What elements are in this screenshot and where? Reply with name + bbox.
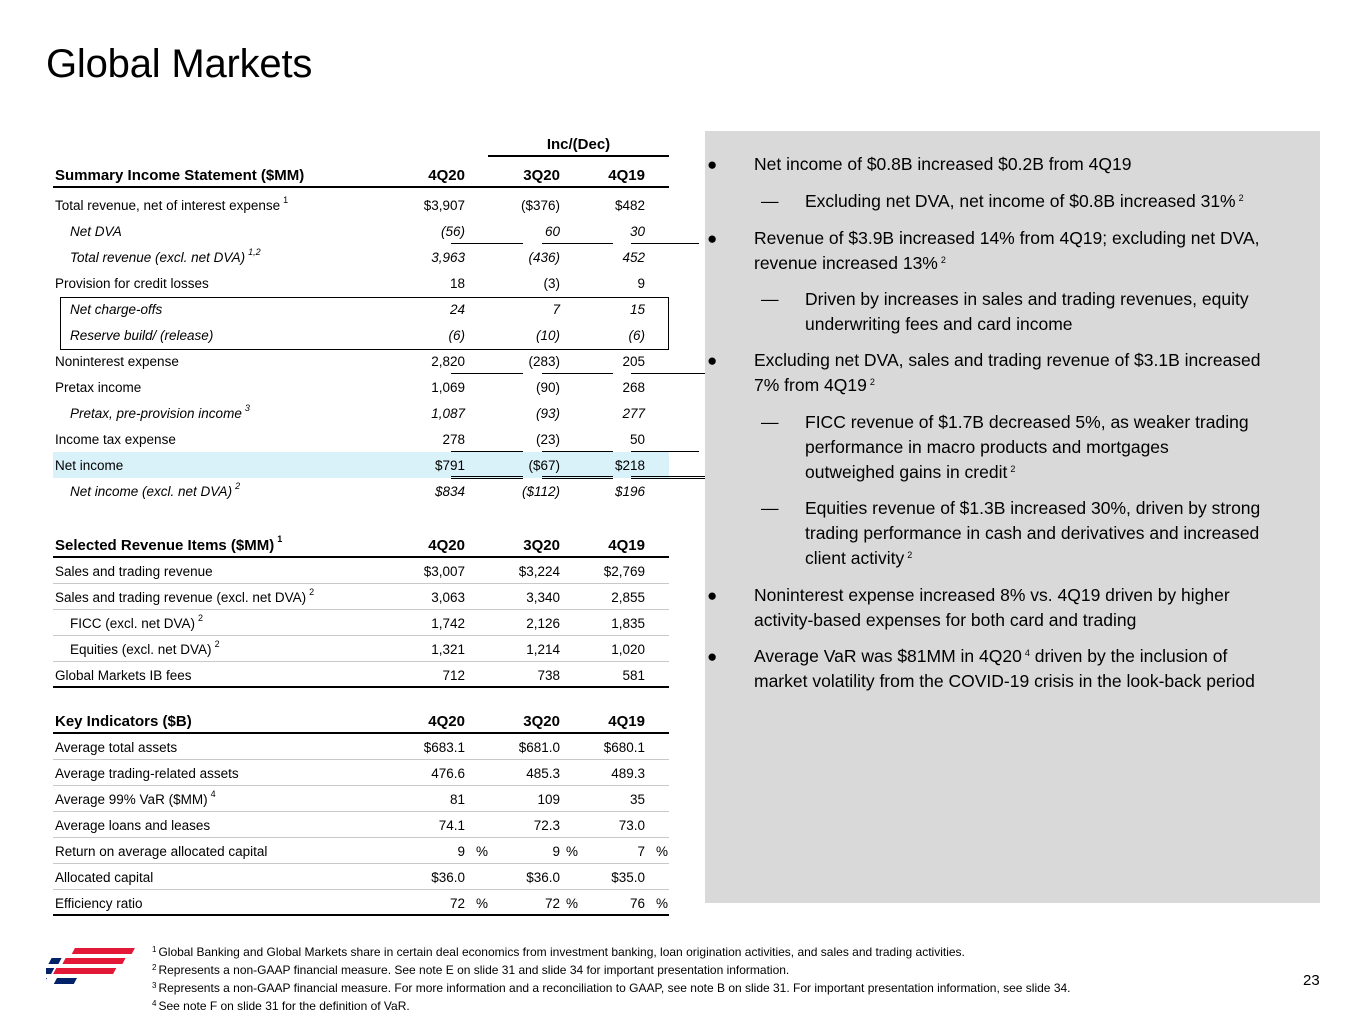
table-row (53, 890, 669, 916)
col-header-4q20: 4Q20 (428, 713, 465, 730)
cell-3q20: 72.3 (533, 818, 560, 833)
percent-unit: % (476, 896, 489, 911)
table-row (53, 610, 669, 636)
row-label: Total revenue (excl. net DVA) (70, 250, 246, 265)
table-row (53, 734, 669, 760)
bullet-item (707, 644, 1255, 694)
table-row-highlight (53, 452, 669, 478)
footnote-4 (152, 997, 1071, 1015)
table-row (53, 244, 669, 270)
cell-4q20: 476.6 (431, 766, 465, 781)
cell-4q20: 1,069 (431, 380, 465, 395)
footnote-ref: 2 (214, 639, 220, 649)
cell-4q19: 1,835 (611, 616, 645, 631)
footnote-1 (152, 943, 1071, 961)
table-row (53, 348, 669, 374)
row-label: Net income (55, 458, 124, 473)
cell-3q20: 3,340 (526, 590, 560, 605)
footnote-3 (152, 979, 1071, 997)
row-label: Average trading-related assets (55, 766, 239, 781)
cell-4q20: $36.0 (431, 870, 465, 885)
cell-4q20: 81 (449, 792, 465, 807)
row-label: Allocated capital (55, 870, 154, 885)
bullet-item (707, 348, 1261, 398)
inc-dec-header: Inc/(Dec) (488, 136, 669, 157)
footnote-ref: 2 (1238, 193, 1244, 203)
col-header-4q19: 4Q19 (608, 537, 645, 554)
footnote-number: 1 (152, 945, 157, 954)
row-label: Provision for credit losses (55, 276, 209, 291)
bullet-text: Equities revenue of $1.3B increased 30%, driven by strong (805, 498, 1261, 518)
revenue-header-label: Selected Revenue Items ($MM) (55, 537, 275, 554)
table-row (53, 786, 669, 812)
bullet-text: underwriting fees and card income (805, 314, 1073, 334)
bullet-text: 7% from 4Q19 (754, 375, 867, 395)
cell-4q19: $2,769 (603, 564, 645, 579)
col-header-4q20: 4Q20 (428, 167, 465, 184)
cell-4q20: $683.1 (423, 740, 465, 755)
percent-unit: % (656, 896, 669, 911)
row-label: Equities (excl. net DVA) (70, 642, 212, 657)
cell-3q20: 738 (537, 668, 560, 683)
cell-3q20: ($67) (528, 458, 560, 473)
cell-3q20: ($376) (520, 198, 560, 213)
bullet-text: revenue increased 13% (754, 253, 938, 273)
row-label: Noninterest expense (55, 354, 179, 369)
table-row (53, 426, 669, 452)
cell-4q19: 73.0 (618, 818, 645, 833)
table-row (53, 812, 669, 838)
row-label: Net income (excl. net DVA) (70, 484, 233, 499)
footnote-text: Global Banking and Global Markets share in certain deal economics from investment banking, loan origination activities, and sales and trading activities. (158, 945, 965, 959)
bullet-marker: ● (707, 229, 718, 248)
cell-4q19: $218 (614, 458, 645, 473)
col-header-3q20: 3Q20 (523, 537, 560, 554)
row-label: FICC (excl. net DVA) (70, 616, 196, 631)
bullet-text: performance in macro products and mortgages (805, 437, 1169, 457)
cell-3q20: (283) (528, 354, 560, 369)
cell-3q20: 109 (537, 792, 560, 807)
row-label: Sales and trading revenue (55, 564, 213, 579)
sub-bullet-item (761, 287, 1249, 337)
bullet-item (707, 583, 1230, 633)
row-label: Income tax expense (55, 432, 176, 447)
footnote-ref: 2 (309, 587, 315, 597)
cell-3q20: (3) (543, 276, 560, 291)
bullet-item (707, 152, 1132, 177)
table-row (53, 270, 669, 296)
footnote-ref: 4 (1024, 648, 1030, 658)
cell-4q19: 30 (629, 224, 645, 239)
cell-4q19: $35.0 (611, 870, 645, 885)
cell-4q19: 2,855 (611, 590, 645, 605)
table-row (53, 864, 669, 890)
table-row (53, 400, 669, 426)
cell-4q20: 74.1 (438, 818, 465, 833)
bullet-marker: ● (707, 647, 718, 666)
cell-4q20: 278 (442, 432, 465, 447)
col-header-4q20: 4Q20 (428, 537, 465, 554)
footnote-ref: 1 (277, 534, 283, 544)
bullet-text: Excluding net DVA, sales and trading revenue of $3.1B increased (754, 350, 1261, 370)
bullet-text: Driven by increases in sales and trading revenues, equity (805, 289, 1249, 309)
revenue-header (53, 531, 669, 558)
row-label: Average loans and leases (55, 818, 211, 833)
cell-4q19: 50 (629, 432, 645, 447)
table-row (53, 558, 669, 584)
cell-4q20: 24 (449, 302, 465, 317)
cell-3q20: (436) (528, 250, 560, 265)
cell-4q19: (6) (628, 328, 645, 343)
revenue-items-table (53, 531, 669, 688)
percent-unit: % (566, 844, 579, 859)
row-label: Efficiency ratio (55, 896, 143, 911)
footnote-ref: 4 (210, 789, 216, 799)
table-row (53, 584, 669, 610)
footnote-ref: 3 (244, 403, 250, 413)
col-header-4q19: 4Q19 (608, 713, 645, 730)
cell-4q20: 1,742 (431, 616, 465, 631)
cell-4q19: 7 (637, 844, 645, 859)
cell-3q20: 2,126 (526, 616, 560, 631)
bullet-text: driven by the inclusion of (1034, 646, 1228, 666)
cell-4q19: 452 (622, 250, 645, 265)
cell-4q20: 3,063 (431, 590, 465, 605)
cell-3q20: 72 (544, 896, 560, 911)
cell-4q20: 9 (457, 844, 465, 859)
cell-4q20: (56) (440, 224, 465, 239)
dash-marker: — (761, 412, 779, 432)
page-title: Global Markets (46, 42, 313, 86)
bullet-text: client activity (805, 548, 905, 568)
cell-3q20: $3,224 (518, 564, 560, 579)
cell-3q20: (10) (535, 328, 560, 343)
col-header-3q20: 3Q20 (523, 713, 560, 730)
bullet-item (707, 226, 1260, 276)
bullet-text: Net income of $0.8B increased $0.2B from 4Q19 (754, 154, 1132, 174)
row-label: Net charge-offs (70, 302, 163, 317)
footnote-ref: 1,2 (248, 247, 261, 257)
cell-4q20: 3,963 (431, 250, 465, 265)
table-row (53, 838, 669, 864)
bullet-marker: ● (707, 586, 718, 605)
table-row (53, 760, 669, 786)
cell-4q19: 581 (622, 668, 645, 683)
percent-unit: % (476, 844, 489, 859)
cell-3q20: 9 (552, 844, 560, 859)
cell-4q20: 1,087 (431, 406, 465, 421)
row-label: Reserve build/ (release) (70, 328, 214, 343)
cell-4q19: 489.3 (611, 766, 645, 781)
bullet-text: trading performance in cash and derivatives and increased (805, 523, 1260, 543)
footnotes (152, 943, 1071, 1015)
bullet-text: market volatility from the COVID-19 crisis in the look-back period (754, 671, 1255, 691)
cell-4q19: $482 (614, 198, 645, 213)
cell-3q20: 1,214 (526, 642, 560, 657)
bullet-text: outweighed gains in credit (805, 462, 1008, 482)
table-row (53, 636, 669, 662)
sub-bullet-item (761, 496, 1261, 571)
dash-marker: — (761, 498, 779, 518)
key-indicators-table (53, 707, 669, 916)
row-label: Global Markets IB fees (55, 668, 192, 683)
row-label: Return on average allocated capital (55, 844, 268, 859)
bullet-text: Revenue of $3.9B increased 14% from 4Q19; excluding net DVA, (754, 228, 1260, 248)
cell-4q19: 205 (622, 354, 645, 369)
table-row (53, 218, 669, 244)
footnote-ref: 2 (198, 613, 204, 623)
indicators-header-label: Key Indicators ($B) (55, 713, 192, 730)
row-label: Pretax, pre-provision income (70, 406, 242, 421)
footnote-ref: 2 (869, 377, 875, 387)
bullet-text: FICC revenue of $1.7B decreased 5%, as weaker trading (805, 412, 1249, 432)
cell-4q19: 35 (629, 792, 645, 807)
bullet-marker: ● (707, 155, 718, 174)
footnote-number: 2 (152, 963, 157, 972)
cell-4q20: 2,820 (431, 354, 465, 369)
sub-bullet-item (761, 189, 1244, 214)
cell-4q20: $3,007 (423, 564, 465, 579)
row-label: Average 99% VaR ($MM) (55, 792, 208, 807)
cell-3q20: 7 (552, 302, 560, 317)
cell-4q20: 18 (449, 276, 465, 291)
table-row (53, 192, 669, 218)
footnote-ref: 2 (907, 550, 913, 560)
summary-header (53, 161, 669, 188)
row-label: Net DVA (70, 224, 122, 239)
percent-unit: % (656, 844, 669, 859)
row-label: Sales and trading revenue (excl. net DVA) (55, 590, 307, 605)
cell-4q19: 76 (629, 896, 645, 911)
percent-unit: % (566, 896, 579, 911)
row-label: Pretax income (55, 380, 142, 395)
bank-flag-logo-icon (46, 946, 138, 996)
cell-4q19: 15 (629, 302, 645, 317)
cell-4q19: 9 (637, 276, 645, 291)
footnote-2 (152, 961, 1071, 979)
footnote-ref: 2 (940, 255, 946, 265)
table-row (53, 374, 669, 400)
dash-marker: — (761, 191, 779, 211)
bullet-marker: ● (707, 351, 718, 370)
cell-3q20: 60 (544, 224, 560, 239)
bullet-text: Excluding net DVA, net income of $0.8B increased 31% (805, 191, 1236, 211)
sub-bullet-item (761, 410, 1249, 485)
cell-4q20: $3,907 (423, 198, 465, 213)
cell-4q19: 277 (622, 406, 645, 421)
cell-3q20: $681.0 (518, 740, 560, 755)
footnote-text: Represents a non-GAAP financial measure. See note E on slide 31 and slide 34 for important presentation information. (158, 963, 790, 977)
row-label: Average total assets (55, 740, 178, 755)
footnote-ref: 2 (1010, 464, 1016, 474)
bullet-text: activity-based expenses for both card and trading (754, 610, 1137, 630)
table-row (53, 478, 669, 504)
col-header-4q19: 4Q19 (608, 167, 645, 184)
row-label: Total revenue, net of interest expense (55, 198, 281, 213)
cell-3q20: (23) (535, 432, 560, 447)
cell-4q19: $680.1 (603, 740, 645, 755)
cell-4q19: 268 (622, 380, 645, 395)
cell-4q20: 712 (442, 668, 465, 683)
cell-4q19: $196 (614, 484, 645, 499)
dash-marker: — (761, 289, 779, 309)
bullet-text: Average VaR was $81MM in 4Q20 (754, 646, 1022, 666)
cell-4q20: 1,321 (431, 642, 465, 657)
footnote-text: Represents a non-GAAP financial measure. For more information and a reconciliation to GAAP, see note B on slide 31. For important presentation information, see slide 34. (158, 981, 1071, 995)
footnote-ref: 1 (283, 195, 289, 205)
cell-4q20: 72 (449, 896, 465, 911)
cell-4q20: $791 (434, 458, 465, 473)
footnote-text: See note F on slide 31 for the definition of VaR. (158, 999, 410, 1013)
table-row (53, 662, 669, 688)
cell-4q19: 1,020 (611, 642, 645, 657)
cell-3q20: 485.3 (526, 766, 560, 781)
footnote-number: 4 (152, 999, 157, 1008)
indicators-header (53, 707, 669, 734)
page-number: 23 (1303, 972, 1320, 989)
cell-4q20: (6) (448, 328, 465, 343)
footnote-ref: 2 (235, 481, 241, 491)
charge-offs-box (60, 297, 669, 350)
cell-3q20: ($112) (521, 484, 560, 499)
footnote-number: 3 (152, 981, 157, 990)
cell-3q20: $36.0 (526, 870, 560, 885)
summary-header-label: Summary Income Statement ($MM) (55, 167, 305, 184)
cell-4q20: $834 (434, 484, 465, 499)
cell-3q20: (90) (535, 380, 560, 395)
col-header-3q20: 3Q20 (523, 167, 560, 184)
cell-3q20: (93) (535, 406, 560, 421)
bullet-text: Noninterest expense increased 8% vs. 4Q19 driven by higher (754, 585, 1230, 605)
